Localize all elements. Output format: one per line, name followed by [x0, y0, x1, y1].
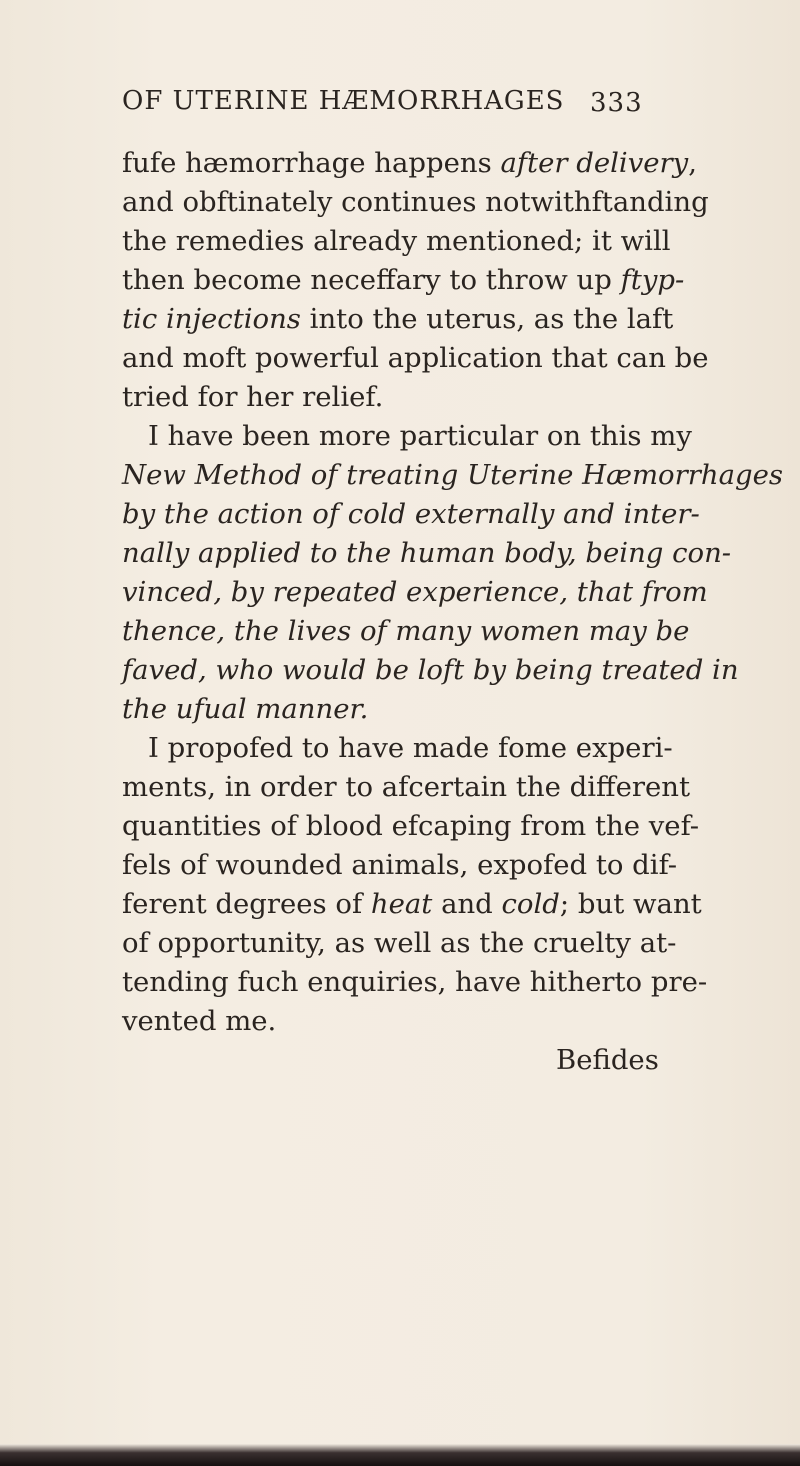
text-line: by the action of cold externally and inter-	[122, 498, 700, 530]
text-line: ments, in order to afcertain the different	[122, 771, 691, 803]
text-line: then become neceffary to throw up ftyp-	[122, 264, 685, 296]
page-number: 333	[590, 88, 643, 118]
text-line: quantities of blood efcaping from the vef-	[122, 810, 700, 842]
text-line: vinced, by repeated experience, that from	[122, 576, 708, 608]
text-line: I propofed to have made fome experi-	[148, 732, 673, 764]
page-bottom-edge	[0, 1444, 800, 1466]
text-line: tending fuch enquiries, have hitherto pre-	[122, 966, 708, 998]
text-line: of opportunity, as well as the cruelty at-	[122, 927, 677, 959]
text-line: I have been more particular on this my	[148, 420, 692, 452]
text-line: the remedies already mentioned; it will	[122, 225, 671, 257]
text-line: vented me.	[122, 1005, 277, 1037]
text-line: fels of wounded animals, expofed to dif-	[122, 849, 678, 881]
text-line: thence, the lives of many women may be	[122, 615, 690, 647]
text-line: nally applied to the human body, being con-	[122, 537, 732, 569]
text-line: and moft powerful application that can be	[122, 342, 709, 374]
text-line: ferent degrees of heat and cold; but want	[122, 888, 702, 920]
catchword: Befides	[556, 1044, 659, 1076]
text-line: fufe hæmorrhage happens after delivery,	[122, 147, 697, 179]
text-line: faved, who would be loft by being treated in	[122, 654, 739, 686]
text-line: New Method of treating Uterine Hæmorrhages	[122, 459, 783, 491]
text-line: tic injections into the uterus, as the laft	[122, 303, 674, 335]
running-head-title: OF UTERINE HÆMORRHAGES	[122, 86, 565, 116]
text-line: tried for her relief.	[122, 381, 384, 413]
text-line: the ufual manner.	[122, 693, 369, 725]
text-line: and obftinately continues notwithftanding	[122, 186, 709, 218]
